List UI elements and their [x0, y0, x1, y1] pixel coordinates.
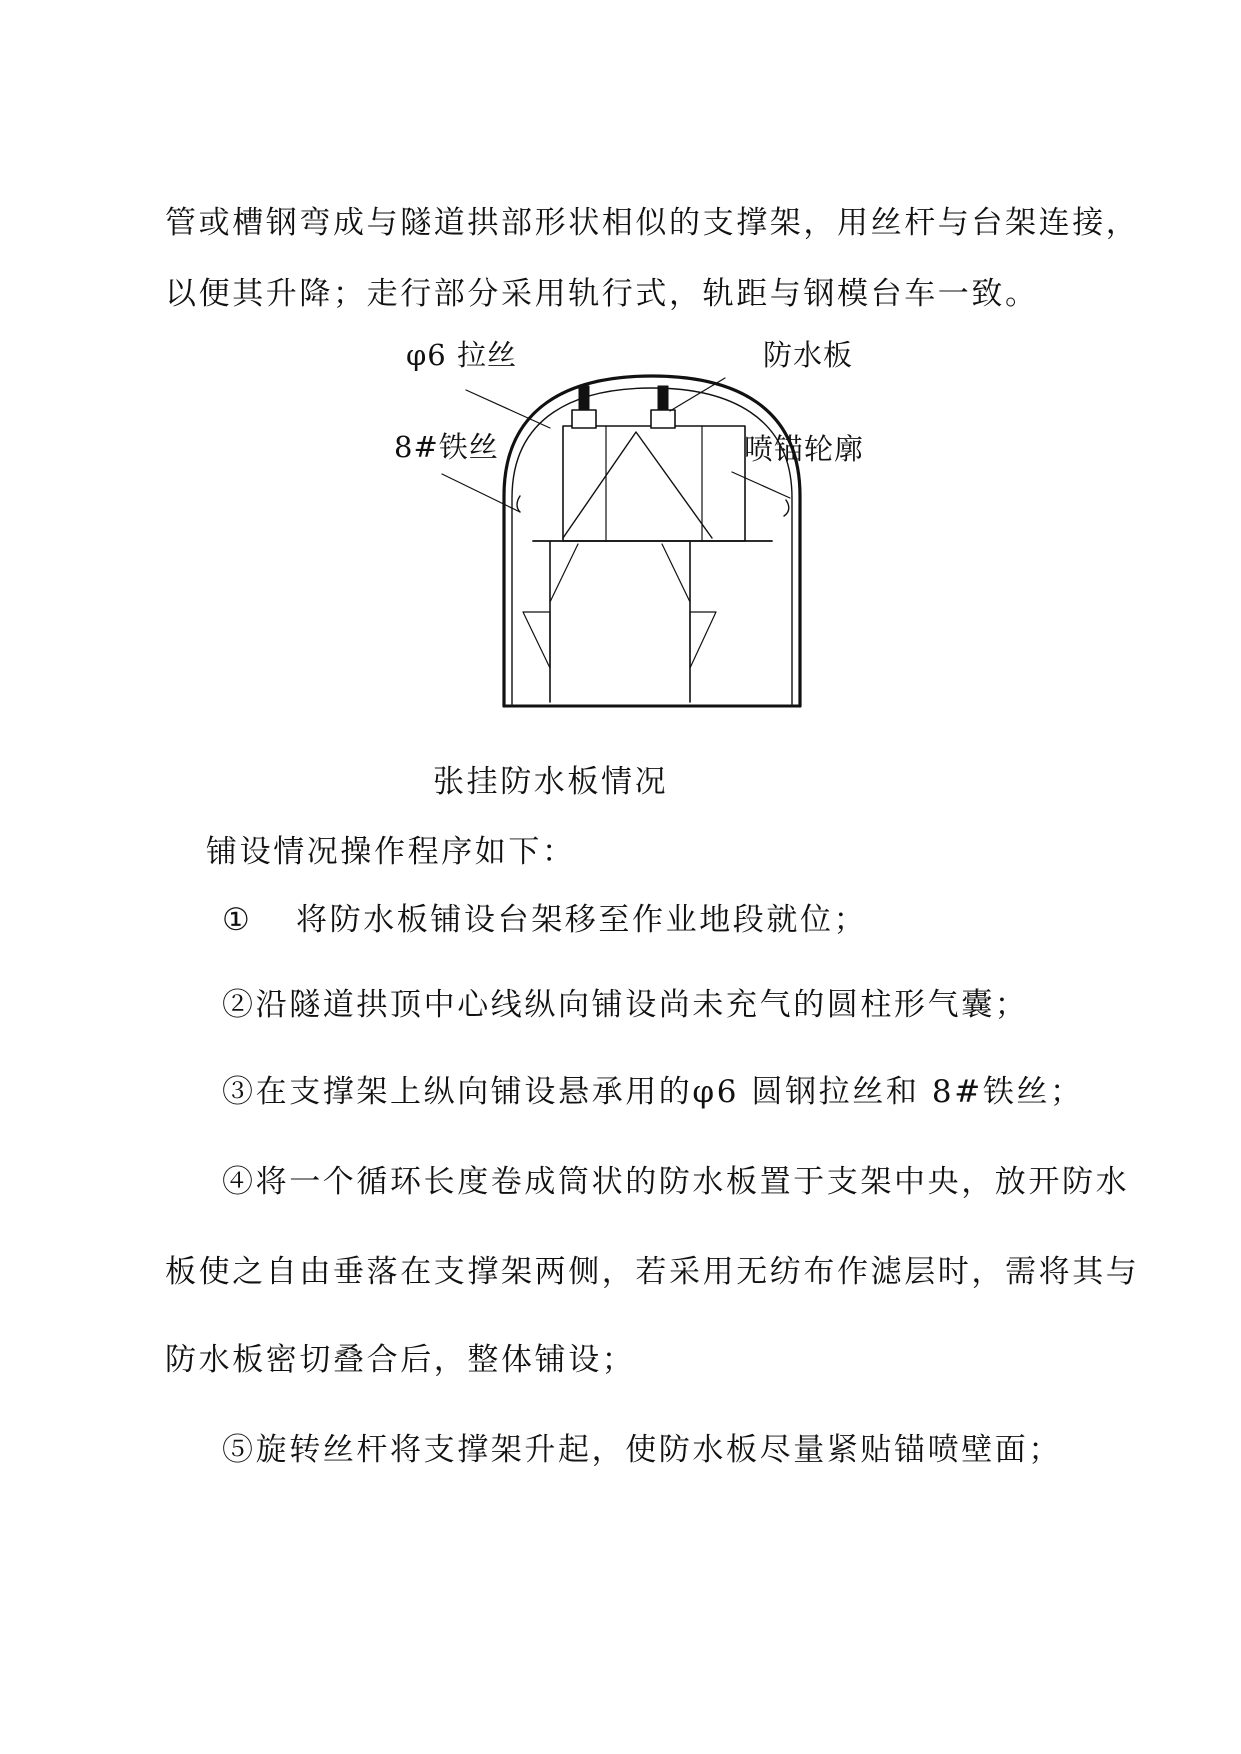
upper-frame — [563, 426, 745, 541]
figure-caption: 张挂防水板情况 — [433, 764, 669, 800]
leader-waterproof — [670, 378, 725, 411]
screw-left — [579, 386, 589, 410]
body-line-1: 管或槽钢弯成与隧道拱部形状相似的支撑架，用丝杆与台架连接， — [165, 205, 1140, 241]
step-5: ⑤旋转丝杆将支撑架升起，使防水板尽量紧贴锚喷壁面； — [222, 1432, 1062, 1468]
step-2: ②沿隧道拱顶中心线纵向铺设尚未充气的圆柱形气囊； — [222, 987, 1029, 1023]
right-hanger — [690, 612, 716, 668]
screw-base-right — [651, 410, 675, 428]
board-hook — [784, 500, 789, 516]
step-3: ③在支撑架上纵向铺设悬承用的φ6 圆钢拉丝和 8#铁丝； — [222, 1074, 1084, 1110]
step-1-marker: ① — [222, 902, 253, 938]
label-waterproof-board: 防水板 — [763, 338, 854, 372]
step-1-text: 将防水板铺设台架移至作业地段就位； — [296, 902, 868, 938]
leader-iron-wire — [442, 474, 520, 512]
screw-right — [658, 386, 668, 410]
procedure-intro: 铺设情况操作程序如下： — [206, 834, 576, 870]
body-line-2: 以便其升降；走行部分采用轨行式，轨距与钢模台车一致。 — [165, 276, 1039, 312]
tunnel-diagram-svg — [380, 366, 940, 726]
step-4-line-2: 板使之自由垂落在支撑架两侧，若采用无纺布作滤层时，需将其与 — [165, 1254, 1140, 1290]
screw-base-left — [572, 410, 596, 428]
leader-shotcrete — [732, 472, 790, 498]
label-shotcrete-profile: 喷锚轮廓 — [744, 432, 865, 466]
label-wire-rod: φ6 拉丝 — [406, 338, 517, 372]
upper-bracing — [563, 432, 712, 538]
step-4-line-1: ④将一个循环长度卷成筒状的防水板置于支架中央，放开防水 — [222, 1164, 1130, 1200]
board-hook-left — [517, 496, 520, 512]
step-4-line-3: 防水板密切叠合后，整体铺设； — [165, 1342, 636, 1378]
label-iron-wire: 8#铁丝 — [394, 430, 499, 464]
tunnel-diagram — [380, 338, 940, 726]
left-hanger — [523, 612, 550, 668]
